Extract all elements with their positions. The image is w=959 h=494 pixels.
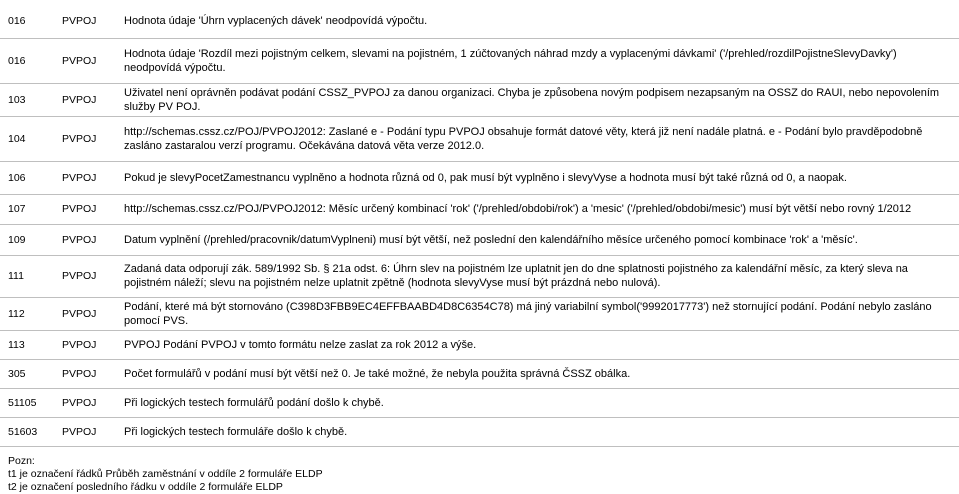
error-code: 016 bbox=[0, 5, 62, 38]
system-name: PVPOJ bbox=[62, 388, 124, 417]
error-code: 107 bbox=[0, 194, 62, 224]
error-message: http://schemas.cssz.cz/POJ/PVPOJ2012: Zaslané e - Podání typu PVPOJ obsahuje formát datové věty, která již není nadále platná. e - Podání bylo pravděpodobně zasláno zastaralou verzí programu. Očekávána datová věta verze 2012.0. bbox=[124, 116, 959, 161]
error-message: Datum vyplnění (/prehled/pracovnik/datumVyplneni) musí být větší, než poslední den kalendářního měsíce určeného pomocí kombinace 'rok' a 'měsíc'. bbox=[124, 224, 959, 255]
error-codes-table bbox=[0, 5, 959, 447]
error-message: Hodnota údaje 'Rozdíl mezi pojistným celkem, slevami na pojistném, 1 zúčtovaných náhrad mzdy a vyplacenými dávkami' ('/prehled/rozdilPojistneSlevyDavky') neodpovídá výpočtu. bbox=[124, 38, 959, 83]
system-name: PVPOJ bbox=[62, 194, 124, 224]
table-row bbox=[0, 417, 959, 446]
system-name: PVPOJ bbox=[62, 330, 124, 359]
system-name: PVPOJ bbox=[62, 38, 124, 83]
error-code: 51603 bbox=[0, 417, 62, 446]
error-message: Podání, které má být stornováno (C398D3FBB9EC4EFFBAABD4D8C6354C78) má jiný variabilní symbol('9992017773') než stornující podání. Podání nebylo zasláno pomocí PVS. bbox=[124, 297, 959, 330]
error-code: 51105 bbox=[0, 388, 62, 417]
system-name: PVPOJ bbox=[62, 417, 124, 446]
error-code: 103 bbox=[0, 83, 62, 116]
system-name: PVPOJ bbox=[62, 359, 124, 388]
table-row bbox=[0, 359, 959, 388]
error-code: 016 bbox=[0, 38, 62, 83]
table-row bbox=[0, 388, 959, 417]
notes bbox=[8, 455, 323, 494]
error-message: Počet formulářů v podání musí být větší než 0. Je také možné, že nebyla použita správná ČSSZ obálka. bbox=[124, 359, 959, 388]
table-row bbox=[0, 38, 959, 83]
error-message: Při logických testech formuláře došlo k chybě. bbox=[124, 417, 959, 446]
system-name: PVPOJ bbox=[62, 224, 124, 255]
system-name: PVPOJ bbox=[62, 5, 124, 38]
table-row bbox=[0, 5, 959, 38]
error-code: 305 bbox=[0, 359, 62, 388]
table-row bbox=[0, 224, 959, 255]
table-row bbox=[0, 255, 959, 297]
error-code: 109 bbox=[0, 224, 62, 255]
system-name: PVPOJ bbox=[62, 297, 124, 330]
error-code: 113 bbox=[0, 330, 62, 359]
error-code: 106 bbox=[0, 161, 62, 194]
table-row bbox=[0, 116, 959, 161]
table-row bbox=[0, 83, 959, 116]
error-message: Při logických testech formulářů podání došlo k chybě. bbox=[124, 388, 959, 417]
table-row bbox=[0, 161, 959, 194]
table-row bbox=[0, 297, 959, 330]
table-row bbox=[0, 330, 959, 359]
error-code: 104 bbox=[0, 116, 62, 161]
error-message: Zadaná data odporují zák. 589/1992 Sb. § 21a odst. 6: Úhrn slev na pojistném lze uplatnit jen do dne splatnosti pojistného za kalendářní měsíc, za který sleva na pojistném náleží; slevu na pojistném nelze uplatnit zpětně (hodnota slevyVyse musí být prázdná nebo nulová). bbox=[124, 255, 959, 297]
error-message: Hodnota údaje 'Úhrn vyplacených dávek' neodpovídá výpočtu. bbox=[124, 5, 959, 38]
error-message: Pokud je slevyPocetZamestnancu vyplněno a hodnota různá od 0, pak musí být vyplněno i slevyVyse a hodnota musí být také různá od 0, a naopak. bbox=[124, 161, 959, 194]
error-code: 111 bbox=[0, 255, 62, 297]
error-message: PVPOJ Podání PVPOJ v tomto formátu nelze zaslat za rok 2012 a výše. bbox=[124, 330, 959, 359]
system-name: PVPOJ bbox=[62, 116, 124, 161]
system-name: PVPOJ bbox=[62, 255, 124, 297]
system-name: PVPOJ bbox=[62, 83, 124, 116]
notes-line-1: t1 je označení řádků Průběh zaměstnání v oddíle 2 formuláře ELDP bbox=[8, 468, 323, 480]
notes-line-2: t2 je označení posledního řádku v oddíle 2 formuláře ELDP bbox=[8, 481, 283, 493]
error-code: 112 bbox=[0, 297, 62, 330]
error-message: Uživatel není oprávněn podávat podání CSSZ_PVPOJ za danou organizaci. Chyba je způsobena novým podpisem nezapsaným na OSSZ do RAUI, nebo nepovolením služby PV POJ. bbox=[124, 83, 959, 116]
system-name: PVPOJ bbox=[62, 161, 124, 194]
notes-heading: Pozn: bbox=[8, 455, 35, 467]
error-message: http://schemas.cssz.cz/POJ/PVPOJ2012: Měsíc určený kombinací 'rok' ('/prehled/obdobi/rok') a 'mesic' ('/prehled/obdobi/mesic') musí být větší nebo rovný 1/2012 bbox=[124, 194, 959, 224]
table-row bbox=[0, 194, 959, 224]
